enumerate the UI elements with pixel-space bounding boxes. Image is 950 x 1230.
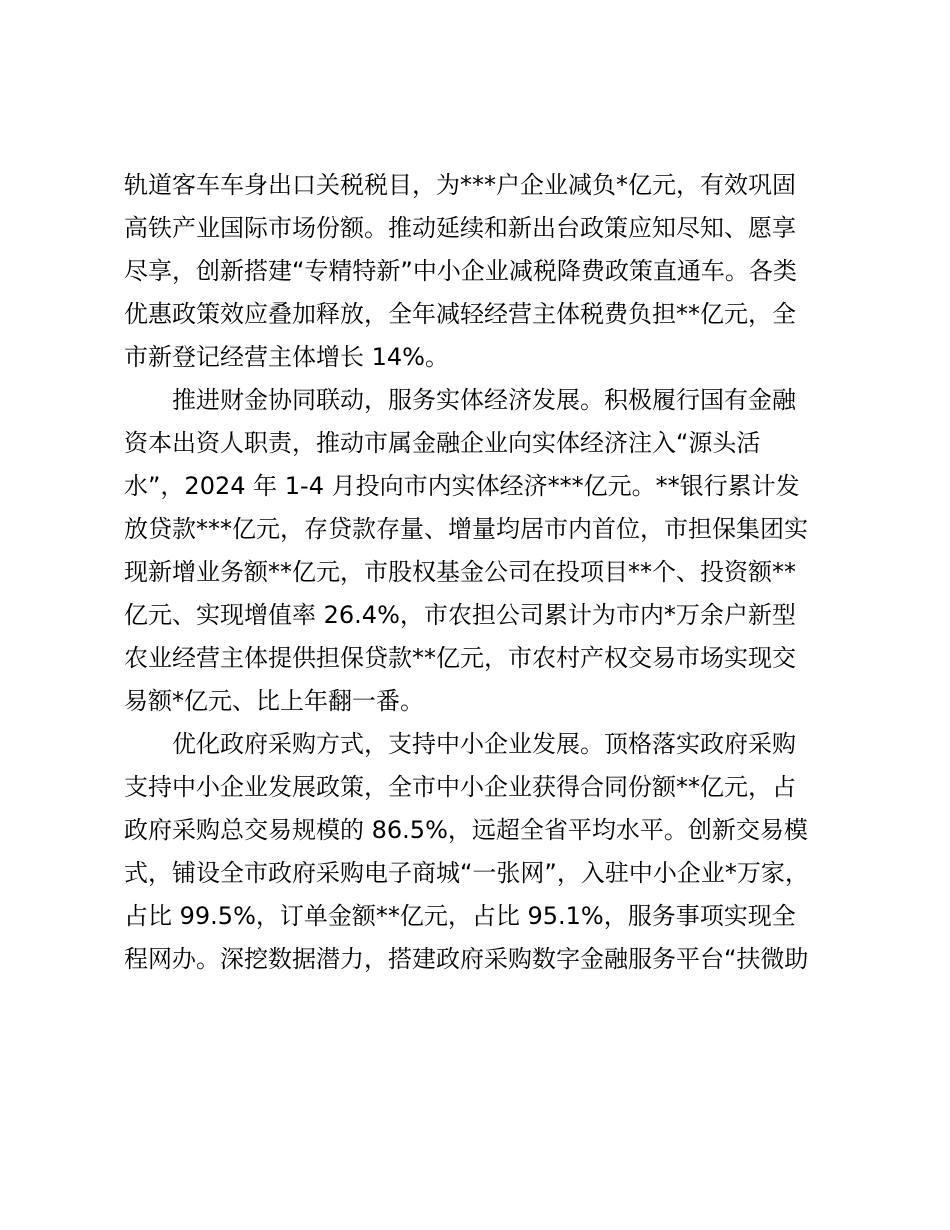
text-line: 现新增业务额**亿元，市股权基金公司在投项目**个、投资额**	[124, 558, 796, 586]
text-line: 农业经营主体提供担保贷款**亿元，市农村产权交易市场实现交	[124, 644, 796, 672]
text-line: 尽享，创新搭建“专精特新”中小企业减税降费政策直通车。各类	[124, 257, 797, 285]
text-line: 占比 99.5%，订单金额**亿元，占比 95.1%，服务事项实现全	[124, 902, 796, 930]
text-line: 易额*亿元、比上年翻一番。	[124, 687, 424, 715]
document-body	[124, 164, 836, 981]
paragraph-first-line: 推进财金协同联动，服务实体经济发展。积极履行国有金融	[172, 386, 796, 414]
paragraph-first-line: 优化政府采购方式，支持中小企业发展。顶格落实政府采购	[172, 730, 796, 758]
text-line: 亿元、实现增值率 26.4%，市农担公司累计为市内*万余户新型	[124, 601, 796, 629]
text-line: 水”，2024 年 1-4 月投向市内实体经济***亿元。**银行累计发	[124, 472, 800, 500]
text-line: 高铁产业国际市场份额。推动延续和新出台政策应知尽知、愿享	[124, 214, 796, 242]
text-line: 程网办。深挖数据潜力，搭建政府采购数字金融服务平台“扶微助	[124, 945, 809, 973]
text-line: 式，铺设全市政府采购电子商城“一张网”，入驻中小企业*万家，	[124, 859, 809, 887]
text-line: 资本出资人职责，推动市属金融企业向实体经济注入“源头活	[124, 429, 761, 457]
text-line: 放贷款***亿元，存贷款存量、增量均居市内首位，市担保集团实	[124, 515, 808, 543]
text-line: 市新登记经营主体增长 14%。	[124, 343, 449, 371]
text-line: 政府采购总交易规模的 86.5%，远超全省平均水平。创新交易模	[124, 816, 808, 844]
text-line: 轨道客车车身出口关税税目，为***户企业减负*亿元，有效巩固	[124, 171, 796, 199]
text-line: 优惠政策效应叠加释放，全年减轻经营主体税费负担**亿元，全	[124, 300, 796, 328]
text-line: 支持中小企业发展政策，全市中小企业获得合同份额**亿元，占	[124, 773, 796, 801]
